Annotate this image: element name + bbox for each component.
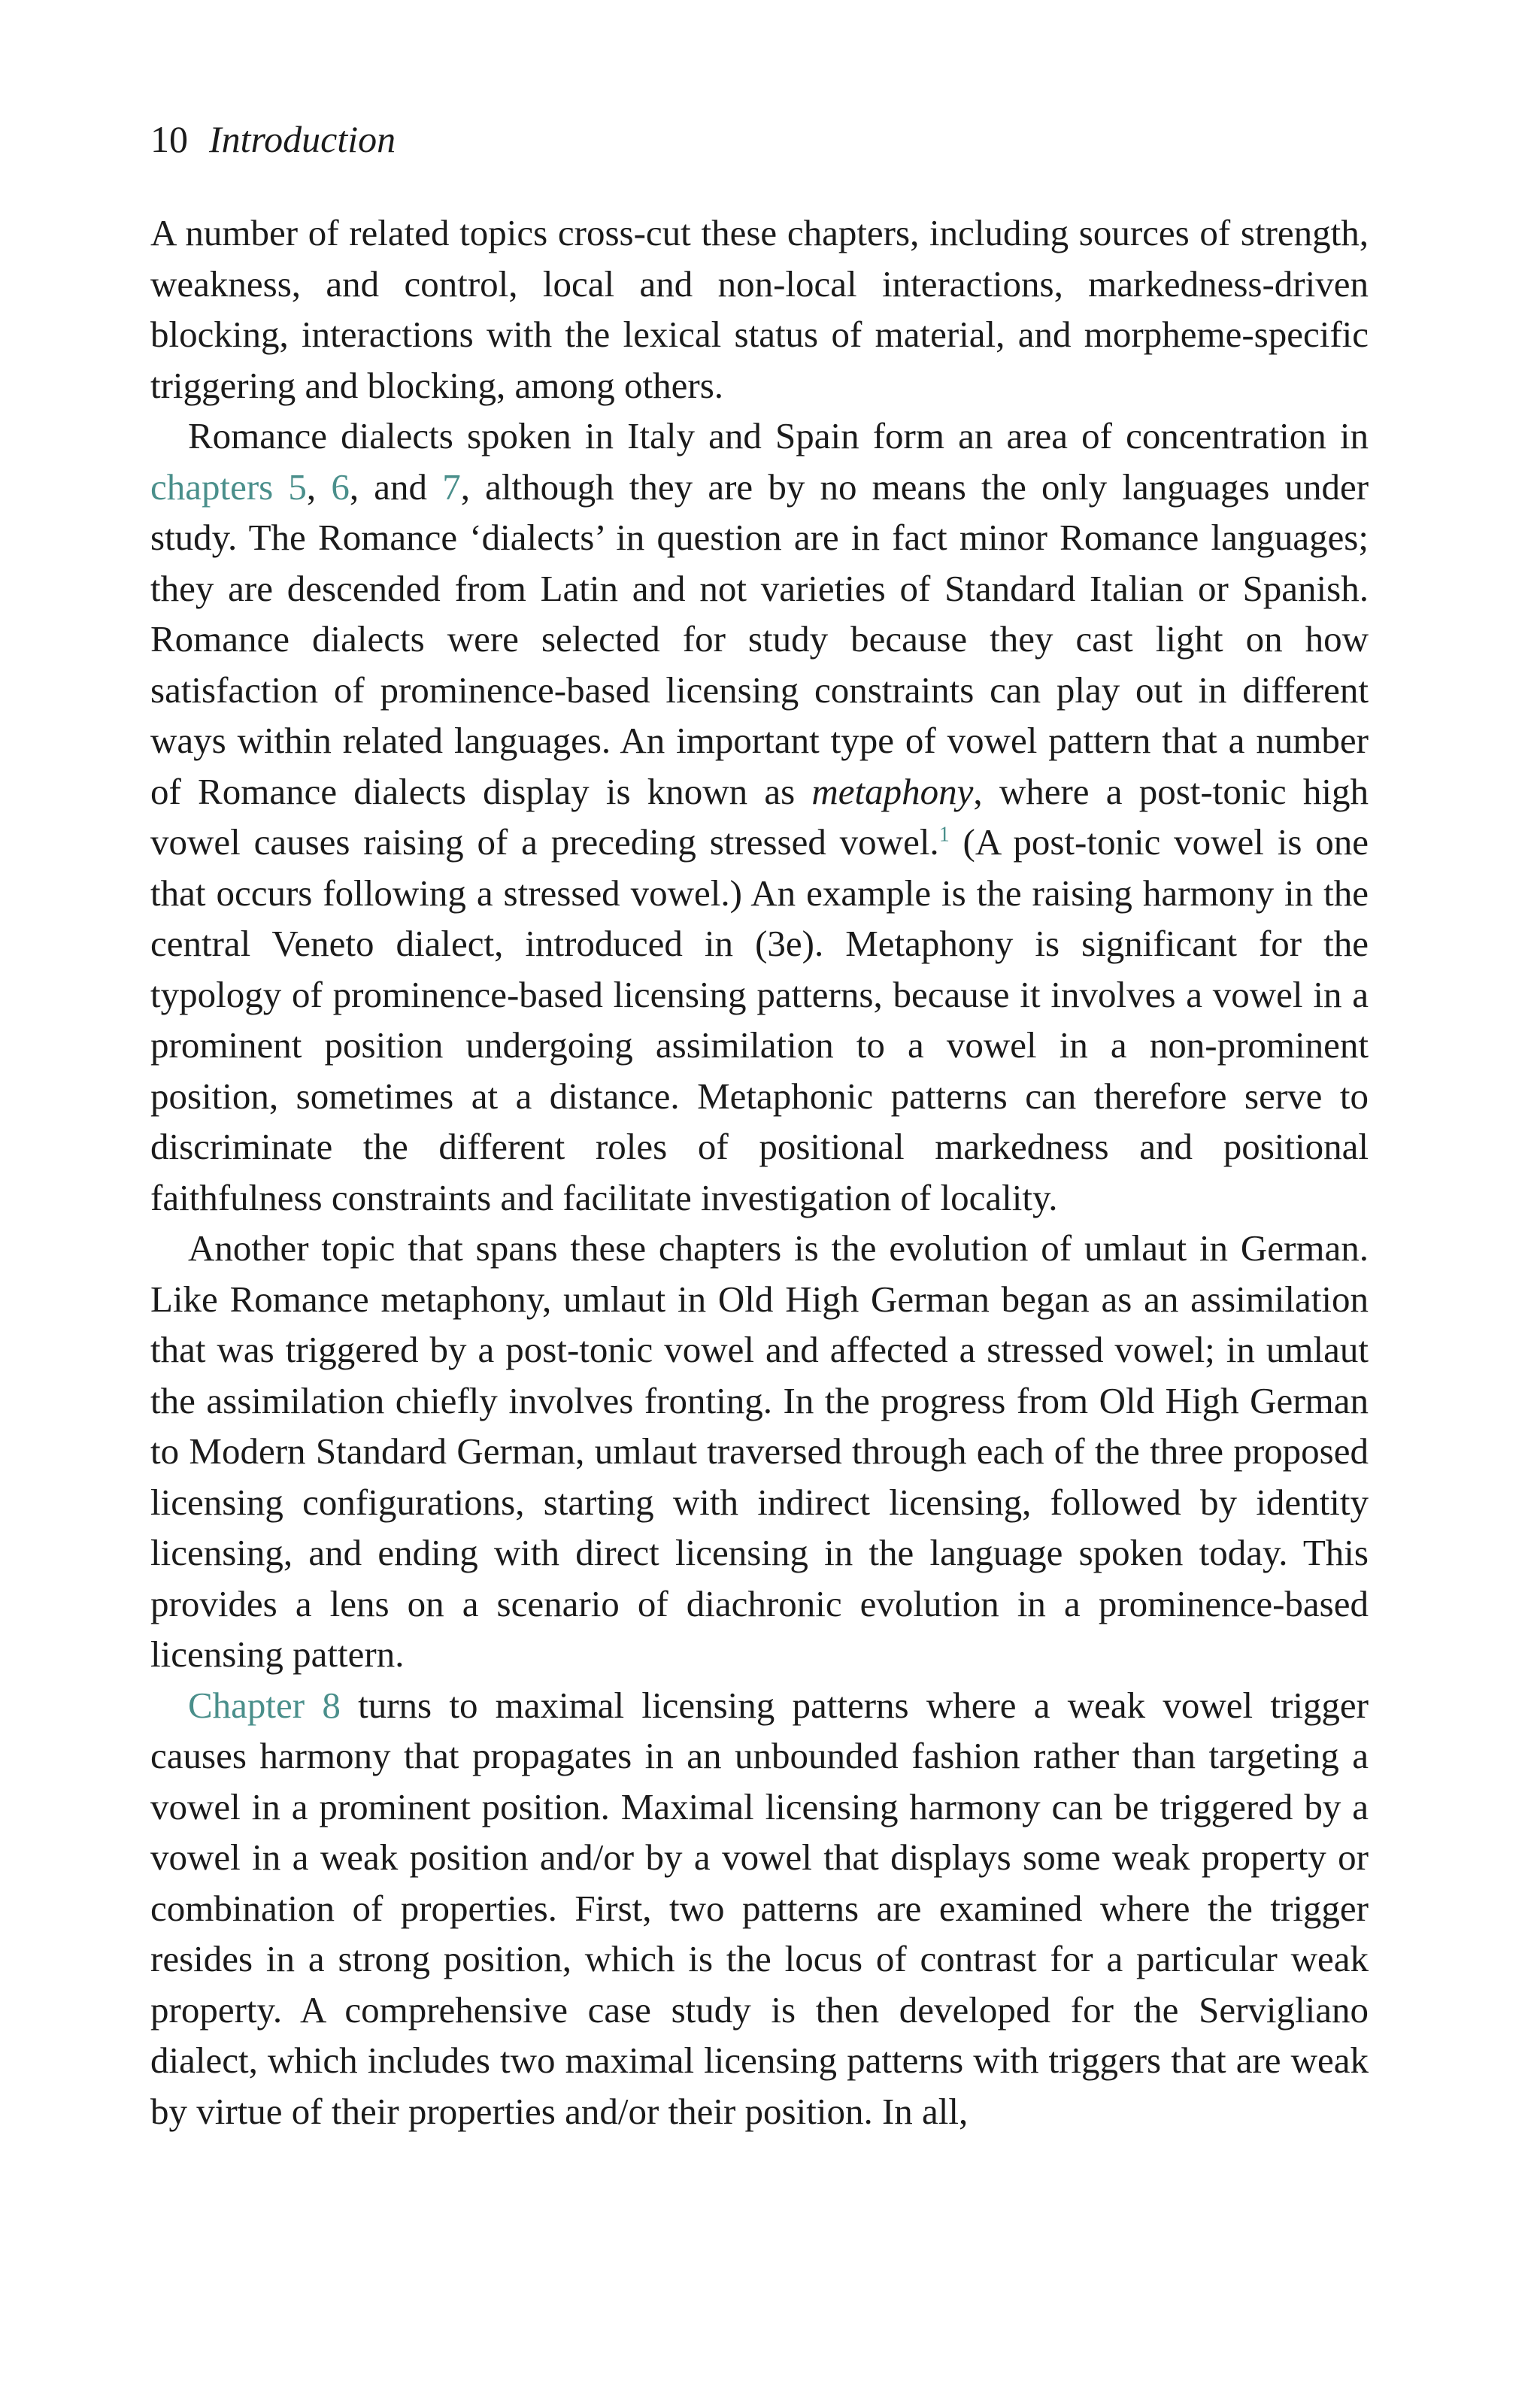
paragraph-1-text: A number of related topics cross-cut these chapters, including sources of strength, weakness, and control, local and non-local interactions, markedness-driven blocking, interactions with the lexical status of material, and morpheme-specific triggering and blocking, among others.: [150, 212, 1369, 406]
paragraph-2-text-b: ,: [306, 466, 332, 508]
paragraph-4: [150, 1680, 1369, 2137]
paragraph-2-text-f: (A post-tonic vowel is one that occurs following a stressed vowel.) An example is the raising harmony in the central Veneto dialect, introduced in (3e). Metaphony is significant for the typology of prominence-based licensing patterns, because it involves a vowel in a prominent position undergoing assimilation to a vowel in a non-prominent position, sometimes at a distance. Metaphonic patterns can therefore serve to discriminate the different roles of positional markedness and positional faithfulness constraints and facilitate investigation of locality.: [150, 821, 1369, 1218]
paragraph-3-text: Another topic that spans these chapters is the evolution of umlaut in German. Like Romance metaphony, umlaut in Old High German began as an assimilation that was triggered by a post-tonic vowel and affected a stressed vowel; in umlaut the assimilation chiefly involves fronting. In the progress from Old High German to Modern Standard German, umlaut traversed through each of the three proposed licensing configurations, starting with indirect licensing, followed by identity licensing, and ending with direct licensing in the language spoken today. This provides a lens on a scenario of diachronic evolution in a prominence-based licensing pattern.: [150, 1227, 1369, 1675]
paragraph-2: [150, 411, 1369, 1223]
body-text: [150, 208, 1369, 2137]
metaphony-term: metaphony: [811, 770, 974, 812]
chapter-6-link[interactable]: 6: [331, 466, 350, 508]
paragraph-2-text-c: , and: [349, 466, 443, 508]
running-head-title: Introduction: [209, 118, 396, 160]
paragraph-4-text: turns to maximal licensing patterns where a weak vowel trigger causes harmony that propagates in an unbounded fashion rather than targeting a vowel in a prominent position. Maximal licensing harmony can be triggered by a vowel in a weak position and/or by a vowel that displays some weak property or combination of properties. First, two patterns are examined where the trigger resides in a strong position, which is the locus of contrast for a particular weak property. A comprehensive case study is then developed for the Servigliano dialect, which includes two maximal licensing patterns with triggers that are weak by virtue of their properties and/or their position. In all,: [150, 1684, 1369, 2132]
paragraph-2-text-e: , where a post-tonic high vowel causes raising of a preceding stressed vowel.: [150, 770, 1369, 863]
chapter-7-link[interactable]: 7: [442, 466, 461, 508]
chapters-5-link[interactable]: chapters 5: [150, 466, 307, 508]
paragraph-1: [150, 208, 1369, 411]
footnote-1-ref[interactable]: 1: [938, 823, 950, 847]
running-head: [150, 114, 1369, 164]
page-number: 10: [150, 118, 188, 160]
chapter-8-link[interactable]: Chapter 8: [188, 1684, 341, 1726]
paragraph-2-text-d: , although they are by no means the only languages under study. The Romance ‘dialects’ in question are in fact minor Romance languages; they are descended from Latin and not varieties of Standard Italian or Spanish. Romance dialects were selected for study because they cast light on how satisfaction of prominence-based licensing constraints can play out in different ways within related languages. An important type of vowel pattern that a number of Romance dialects display is known as: [150, 466, 1369, 812]
paragraph-2-text-a: Romance dialects spoken in Italy and Spain form an area of concentration in: [188, 415, 1369, 456]
paragraph-3: [150, 1223, 1369, 1680]
